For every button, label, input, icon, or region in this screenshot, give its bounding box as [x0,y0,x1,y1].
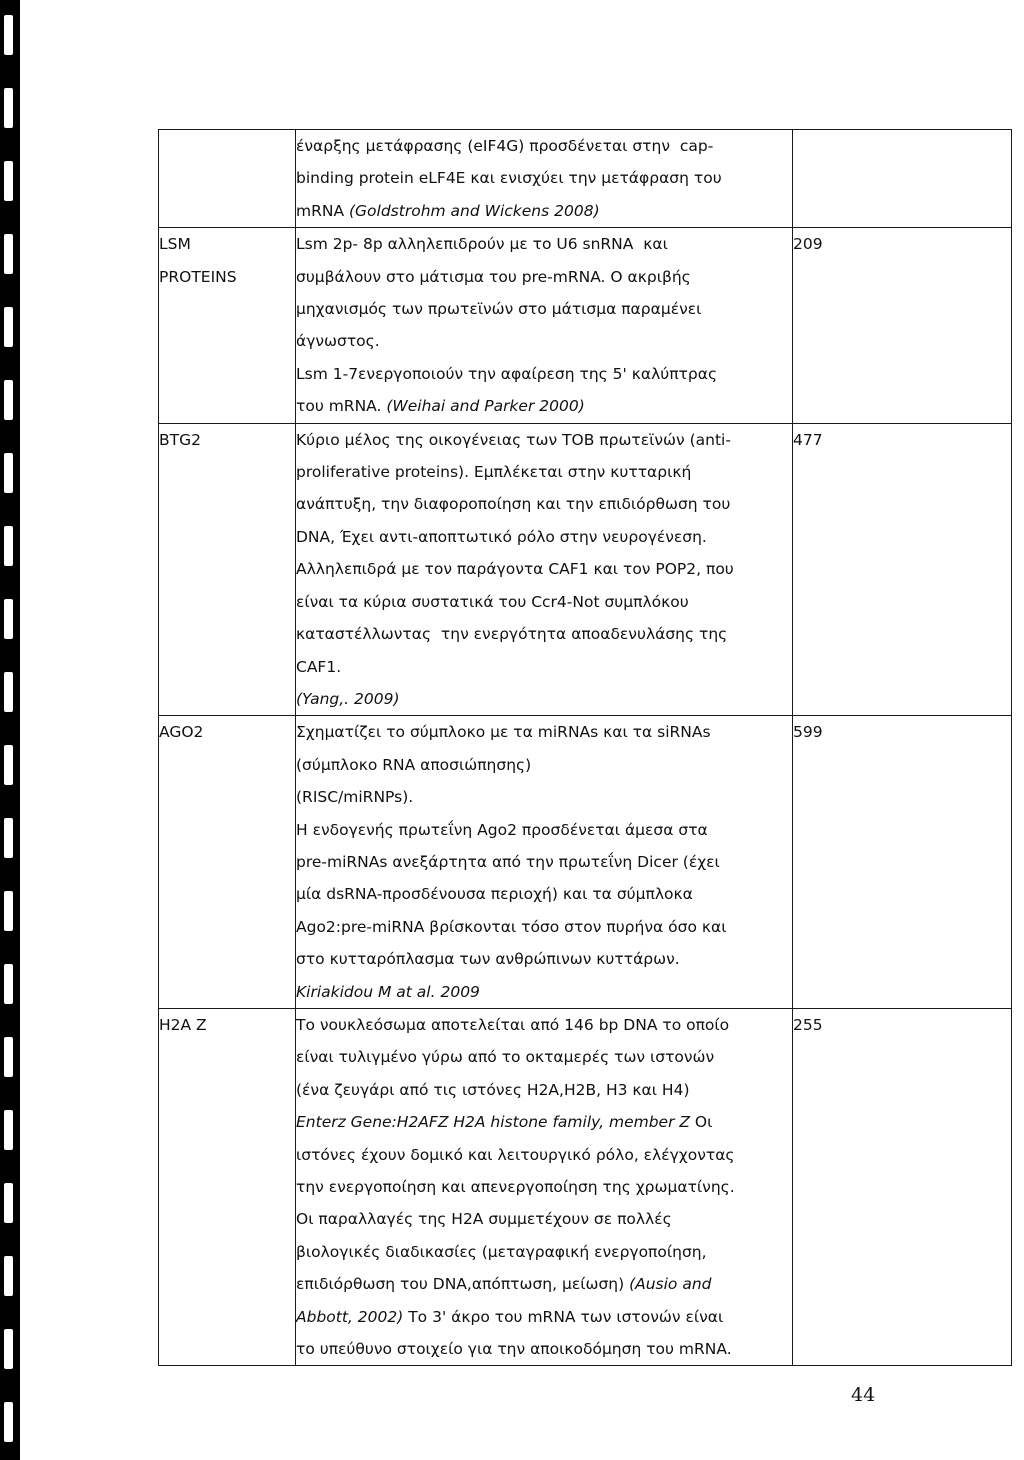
description-line [296,618,792,650]
description-cell [296,1008,793,1365]
citation-text: (Weihai and Parker 2000) [386,397,585,416]
description-line [296,586,792,618]
description-line [296,1301,792,1333]
description-text: ανάπτυξη, την διαφοροποίηση και την επιδιόρθωση του [296,495,731,514]
description-line [296,846,792,878]
description-text: proliferative proteins). Εμπλέκεται στην κυτταρική [296,463,692,482]
description-line [296,976,792,1008]
description-line [296,814,792,846]
description-text: Lsm 2p- 8p αλληλεπιδρούν με το U6 snRNA και [296,235,668,254]
film-hole [4,672,13,712]
description-text: το υπεύθυνο στοιχείο για την αποικοδόμηση του mRNA. [296,1340,732,1359]
film-hole [4,307,13,347]
description-line [296,162,792,194]
description-text: Οι [690,1113,713,1132]
description-text: CAF1. [296,657,342,676]
length-cell [793,423,1012,716]
description-line [296,293,792,325]
description-text: του mRNA. [296,397,387,416]
film-hole [4,818,13,858]
description-line [296,683,792,715]
description-text: επιδιόρθωση του DNA,απόπτωση, μείωση) [296,1275,630,1294]
description-line [296,424,792,456]
description-line [296,1041,792,1073]
description-text: είναι τα κύρια συστατικά του Ccr4-Not συμπλόκου [296,592,689,611]
description-line [296,130,792,162]
citation-text: (Ausio and [629,1275,712,1294]
description-line [296,1139,792,1171]
protein-name-line: AGO2 [159,723,204,742]
description-text: ιστόνες έχουν δομικό και λειτουργικό ρόλο, ελέγχοντας [296,1145,735,1164]
description-text: Οι παραλλαγές της H2A συμμετέχουν σε πολλές [296,1210,672,1229]
length-value: 255 [793,1015,823,1034]
description-text: Σχηματίζει το σύμπλοκο με τα miRNAs και τα siRNAs [296,723,711,742]
description-line [296,1009,792,1041]
description-text: έναρξης μετάφρασης (eIF4G) προσδένεται στην cap- [296,137,714,155]
description-text: μία dsRNA-προσδένουσα περιοχή) και τα σύμπλοκα [296,885,693,904]
description-line [296,325,792,357]
description-line [296,358,792,390]
protein-name-cell [159,130,296,228]
description-line [296,878,792,910]
description-text: άγνωστος. [296,332,380,351]
description-line [296,651,792,683]
citation-text: 2009 [440,982,480,1001]
description-line [296,488,792,520]
protein-name-line: BTG2 [159,430,201,449]
description-text: στο κυτταρόπλασμα των ανθρώπινων κυττάρων. [296,950,680,969]
description-line [296,911,792,943]
description-line [296,781,792,813]
length-cell [793,130,1012,228]
film-hole [4,1402,13,1442]
film-hole [4,599,13,639]
protein-table [158,129,1012,1366]
description-line [296,716,792,748]
description-cell [296,228,793,423]
film-hole [4,1183,13,1223]
description-cell [296,130,793,228]
citation-text: Enterz Gene:H2AFZ H2A histone family, member Z [296,1113,690,1132]
description-text: pre-miRNAs ανεξάρτητα από την πρωτεΐνη Dicer (έχει [296,852,720,871]
description-cell [296,423,793,716]
citation-text: Kiriakidou M at al. [296,982,441,1001]
description-text: (ένα ζευγάρι από τις ιστόνες H2A,H2B, H3 και H4) [296,1080,690,1099]
film-hole [4,234,13,274]
description-text: Το 3' άκρο του mRNA των ιστονών είναι [403,1307,724,1326]
film-hole [4,1256,13,1296]
description-line [296,943,792,975]
description-line [296,521,792,553]
description-line [296,456,792,488]
protein-name-cell [159,1008,296,1365]
length-value: 477 [793,430,823,449]
film-hole [4,1110,13,1150]
film-hole [4,161,13,201]
description-line [296,1203,792,1235]
description-text: Αλληλεπιδρά με τον παράγοντα CAF1 και τον POP2, που [296,560,734,579]
table-row [159,423,1012,716]
citation-text: Abbott, 2002) [296,1307,404,1326]
description-text: Ago2:pre-miRNA βρίσκονται τόσο στον πυρήνα όσο και [296,917,727,936]
description-line [296,195,792,227]
scan-film-strip [0,0,20,1460]
table-row [159,1008,1012,1365]
description-text: (σύμπλοκο RNA αποσιώπησης) [296,755,532,774]
description-line [296,261,792,293]
description-text: είναι τυλιγμένο γύρω από το οκταμερές των ιστονών [296,1048,715,1067]
film-hole [4,1329,13,1369]
film-hole [4,88,13,128]
description-text: την ενεργοποίηση και απενεργοποίηση της χρωματίνης. [296,1178,735,1196]
description-text: καταστέλλωντας την ενεργότητα αποαδενυλάσης της [296,625,728,644]
film-hole [4,891,13,931]
description-line [296,1106,792,1138]
protein-table-body [159,130,1012,1366]
description-line [296,228,792,260]
description-text: μηχανισμός των πρωτεϊνών στο μάτισμα παραμένει [296,300,702,319]
description-cell [296,716,793,1009]
description-line [296,1268,792,1300]
length-cell [793,716,1012,1009]
protein-name-cell [159,716,296,1009]
protein-name-line: PROTEINS [159,267,237,286]
description-line [296,749,792,781]
film-hole [4,380,13,420]
film-hole [4,453,13,493]
table-row [159,228,1012,423]
description-text: Κύριο μέλος της οικογένειας των TOB πρωτεϊνών (anti- [296,430,731,449]
description-text: συμβάλουν στο μάτισμα του pre-mRNA. Ο ακριβής [296,267,691,286]
protein-name-line: LSM [159,235,191,254]
film-hole [4,526,13,566]
description-line [296,1236,792,1268]
description-line [296,1171,792,1203]
description-line [296,390,792,422]
description-line [296,1074,792,1106]
length-value: 209 [793,235,823,254]
film-hole [4,15,13,55]
length-cell [793,228,1012,423]
table-row [159,716,1012,1009]
page-number: 44 [851,1384,876,1406]
description-text: DNA, Έχει αντι-αποπτωτικό ρόλο στην νευρογένεση. [296,527,707,546]
description-text: Το νουκλεόσωμα αποτελείται από 146 bp DNA το οποίο [296,1015,730,1034]
film-hole [4,745,13,785]
film-hole [4,1037,13,1077]
film-hole [4,964,13,1004]
protein-name-cell [159,228,296,423]
description-line [296,1333,792,1365]
description-text: (RISC/miRNPs). [296,788,414,807]
description-text: Lsm 1-7ενεργοποιούν την αφαίρεση της 5' καλύπτρας [296,364,718,383]
table-row [159,130,1012,228]
description-text: mRNA [296,201,349,220]
citation-text: (Goldstrohm and Wickens 2008) [349,201,600,220]
description-line [296,553,792,585]
description-text: βιολογικές διαδικασίες (μεταγραφική ενεργοποίηση, [296,1242,707,1261]
protein-name-line: H2A Z [159,1015,207,1034]
citation-text: (Yang,. 2009) [296,689,400,708]
length-value: 599 [793,723,823,742]
length-cell [793,1008,1012,1365]
description-text: binding protein eLF4E και ενισχύει την μετάφραση του [296,169,722,188]
description-text: Η ενδογενής πρωτεΐνη Ago2 προσδένεται άμεσα στα [296,820,708,839]
protein-name-cell [159,423,296,716]
